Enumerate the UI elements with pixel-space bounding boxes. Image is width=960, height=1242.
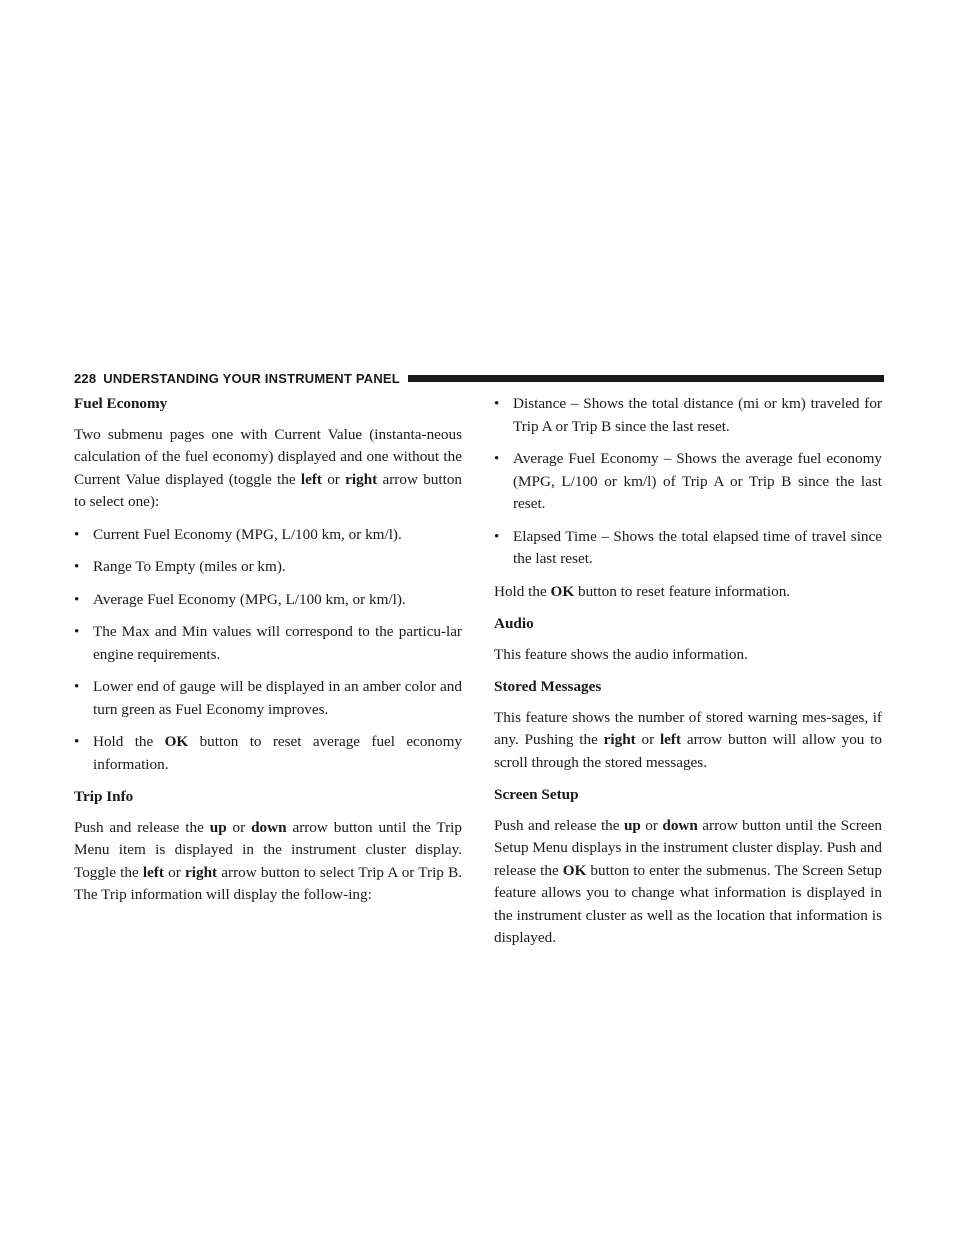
bullet-glyph: • — [74, 558, 80, 575]
heading-trip-info: Trip Info — [74, 788, 134, 805]
list-item: • Distance – Shows the total distance (mi or km) traveled for Trip A or Trip B since the last reset. — [494, 395, 882, 435]
right-column — [494, 393, 882, 960]
list-item: • Current Fuel Economy (MPG, L/100 km, or km/l). — [74, 524, 462, 547]
bullet-glyph: • — [494, 450, 500, 467]
audio-body: This feature shows the audio information. — [494, 645, 748, 663]
screen-setup-body: Push and release the up or down arrow button until the Screen Setup Menu displays in the instrument cluster display. Push and release the OK button to enter the submenus. The Screen Setup feature allows you to change what information is displayed in the instrument cluster as well as the location that information is displayed. — [494, 816, 882, 946]
trip-info-list — [494, 393, 882, 571]
list-item: • Average Fuel Economy (MPG, L/100 km, or km/l). — [74, 589, 462, 612]
page-header — [74, 370, 884, 386]
hold-ok-text: Hold the OK button to reset feature information. — [494, 582, 791, 600]
list-item: • Average Fuel Economy – Shows the average fuel economy (MPG, L/100 or km/l) of Trip A or Trip B since the last reset. — [494, 450, 882, 512]
fuel-economy-list — [74, 524, 462, 777]
bullet-glyph: • — [74, 678, 80, 695]
section-title: UNDERSTANDING YOUR INSTRUMENT PANEL — [103, 370, 400, 386]
list-item: • Elapsed Time – Shows the total elapsed time of travel since the last reset. — [494, 527, 882, 567]
bullet-glyph: • — [74, 623, 80, 640]
header-rule — [408, 375, 884, 382]
bullet-glyph: • — [494, 527, 500, 545]
page-number: 228 — [74, 370, 97, 386]
bullet-glyph: • — [494, 395, 500, 412]
bullet-glyph: • — [74, 590, 80, 608]
list-item: • The Max and Min values will correspond to the particu-lar engine requirements. — [74, 623, 462, 663]
stored-messages-body: This feature shows the number of stored warning mes-sages, if any. Pushing the right or left arrow button will allow you to scroll through the stored messages. — [494, 708, 882, 771]
heading-audio: Audio — [494, 615, 534, 632]
heading-stored-messages: Stored Messages — [494, 678, 602, 695]
fuel-economy-intro: Two submenu pages one with Current Value (instanta-neous calculation of the fuel economy) displayed and one without the Current Value displayed (toggle the left or right arrow button to select one): — [74, 425, 463, 510]
trip-info-body: Push and release the up or down arrow button until the Trip Menu item is displayed in the instrument cluster display. Toggle the left or right arrow button to select Trip A or Trip B. The Trip information will display the follow-ing: — [74, 818, 462, 903]
list-item: • Range To Empty (miles or km). — [74, 556, 462, 579]
heading-fuel-economy: Fuel Economy — [74, 395, 168, 412]
list-item: • Hold the OK button to reset average fuel economy information. — [74, 733, 462, 773]
bullet-glyph: • — [74, 733, 80, 750]
list-item: • Lower end of gauge will be displayed in an amber color and turn green as Fuel Economy improves. — [74, 678, 462, 718]
left-column — [74, 393, 462, 917]
bullet-glyph: • — [74, 525, 80, 543]
heading-screen-setup: Screen Setup — [494, 786, 579, 803]
